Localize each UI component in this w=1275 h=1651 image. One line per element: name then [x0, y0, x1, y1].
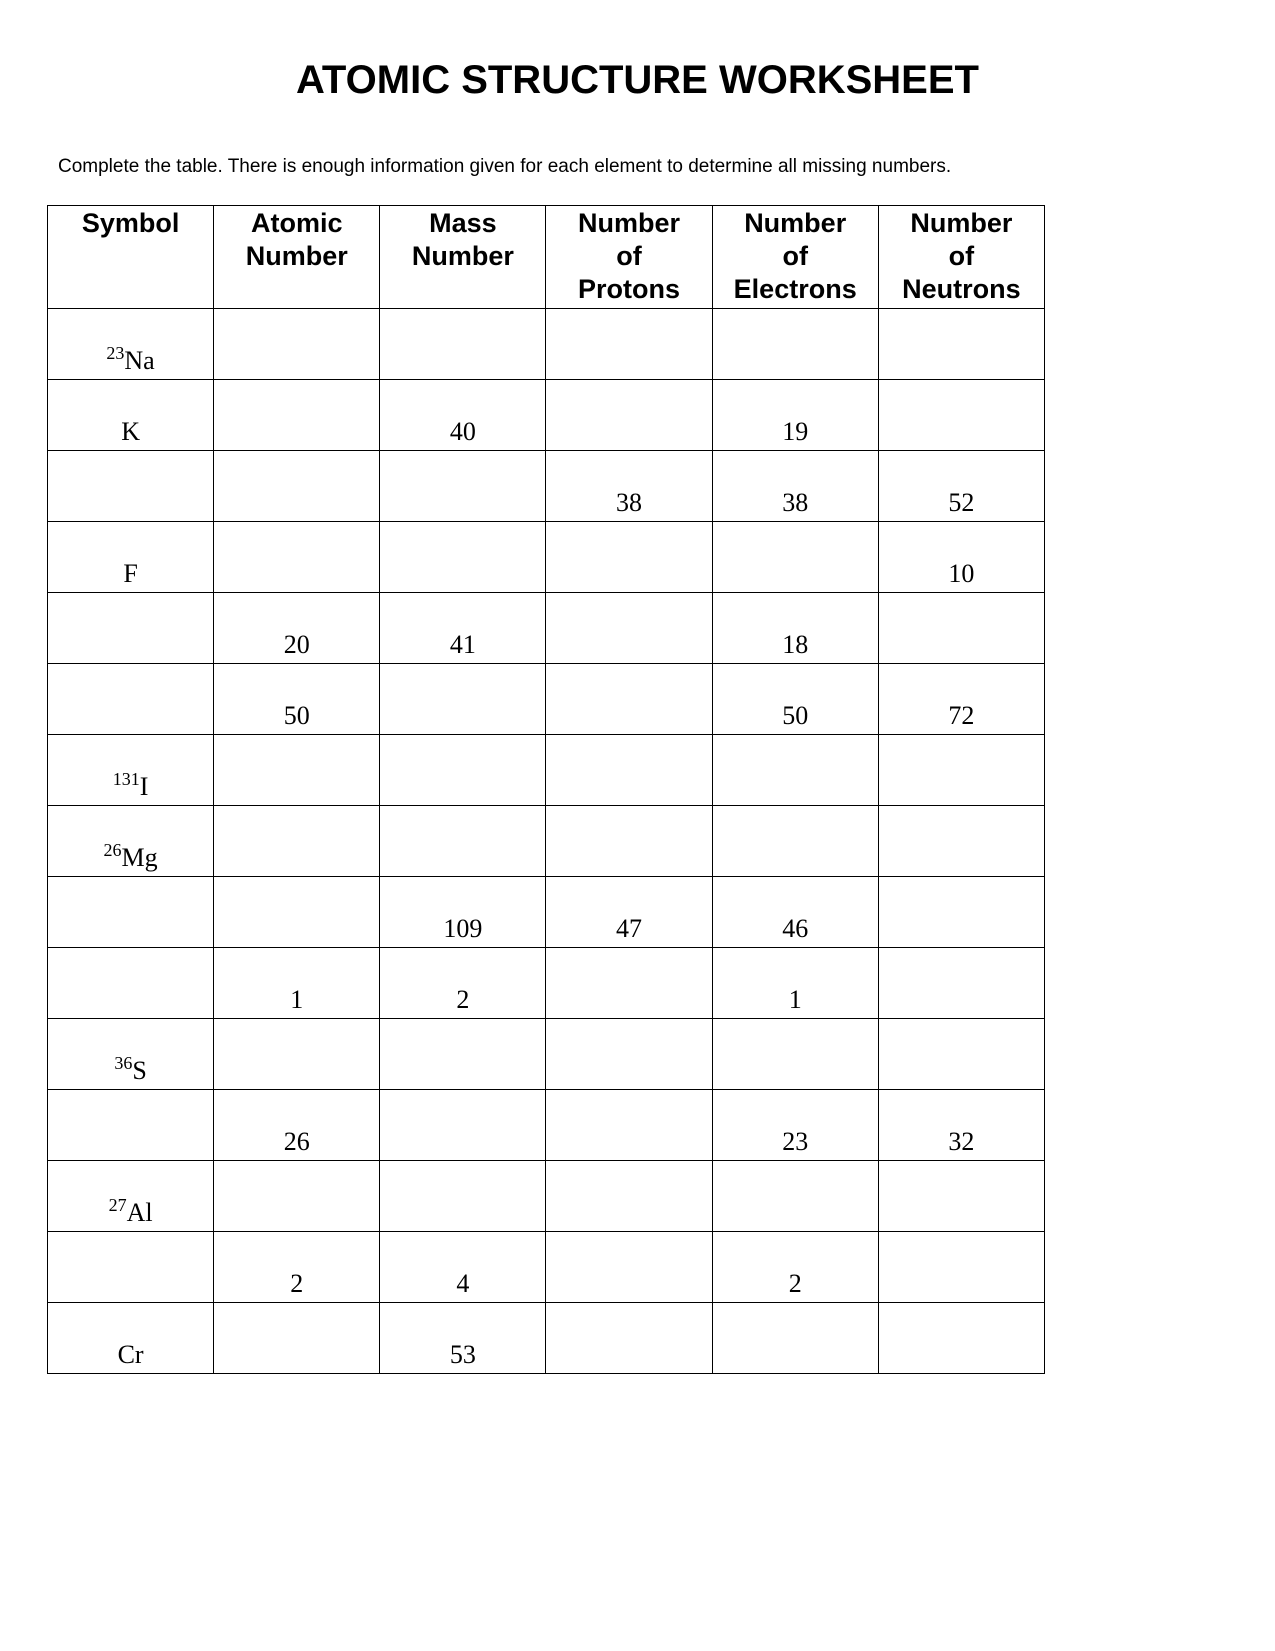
neutrons-cell[interactable]: [878, 593, 1044, 664]
symbol-mass-superscript: 131: [112, 769, 140, 789]
table-row: [48, 1019, 1045, 1090]
electrons-cell[interactable]: 1: [712, 948, 878, 1019]
protons-cell[interactable]: [546, 1019, 712, 1090]
column-header-neutrons: Number of Neutrons: [878, 206, 1044, 309]
symbol-cell[interactable]: [48, 877, 214, 948]
column-header-protons: Number of Protons: [546, 206, 712, 309]
electrons-cell[interactable]: 50: [712, 664, 878, 735]
element-symbol: Mg: [121, 843, 158, 872]
protons-cell[interactable]: [546, 1090, 712, 1161]
column-header-atomic-number: Atomic Number: [214, 206, 380, 309]
table-row: [48, 309, 1045, 380]
atomic-number-cell[interactable]: [214, 877, 380, 948]
neutrons-cell[interactable]: [878, 1232, 1044, 1303]
column-header-electrons: Number of Electrons: [712, 206, 878, 309]
neutrons-cell[interactable]: [878, 877, 1044, 948]
electrons-cell[interactable]: 46: [712, 877, 878, 948]
table-row: [48, 1232, 1045, 1303]
protons-cell[interactable]: [546, 1232, 712, 1303]
atomic-number-cell[interactable]: [214, 1019, 380, 1090]
symbol-mass-superscript: 26: [103, 840, 122, 860]
element-symbol: F: [123, 559, 138, 588]
element-symbol: S: [132, 1056, 147, 1085]
protons-cell[interactable]: [546, 735, 712, 806]
table-row: [48, 806, 1045, 877]
mass-number-cell[interactable]: 40: [380, 380, 546, 451]
neutrons-cell[interactable]: 10: [878, 522, 1044, 593]
table-row: [48, 1090, 1045, 1161]
neutrons-cell[interactable]: [878, 806, 1044, 877]
symbol-cell[interactable]: [48, 380, 214, 451]
symbol-cell[interactable]: [48, 806, 214, 877]
electrons-cell[interactable]: [712, 1161, 878, 1232]
protons-cell[interactable]: [546, 664, 712, 735]
table-row: [48, 877, 1045, 948]
electrons-cell[interactable]: [712, 1303, 878, 1374]
protons-cell[interactable]: [546, 309, 712, 380]
element-symbol: Cr: [117, 1340, 144, 1369]
electrons-cell[interactable]: 19: [712, 380, 878, 451]
table-row: [48, 948, 1045, 1019]
symbol-cell[interactable]: [48, 948, 214, 1019]
neutrons-cell[interactable]: [878, 1303, 1044, 1374]
atomic-number-cell[interactable]: [214, 1303, 380, 1374]
protons-cell[interactable]: [546, 806, 712, 877]
atomic-number-cell[interactable]: 1: [214, 948, 380, 1019]
atomic-number-cell[interactable]: 2: [214, 1232, 380, 1303]
protons-cell[interactable]: [546, 380, 712, 451]
table-row: [48, 1161, 1045, 1232]
symbol-cell[interactable]: [48, 309, 214, 380]
mass-number-cell[interactable]: [380, 664, 546, 735]
electrons-cell[interactable]: [712, 735, 878, 806]
atomic-number-cell[interactable]: [214, 1161, 380, 1232]
element-symbol: I: [139, 772, 149, 801]
mass-number-cell[interactable]: 53: [380, 1303, 546, 1374]
electrons-cell[interactable]: [712, 1019, 878, 1090]
mass-number-cell[interactable]: [380, 735, 546, 806]
column-header-symbol: Symbol: [48, 206, 214, 309]
symbol-cell[interactable]: [48, 735, 214, 806]
electrons-cell[interactable]: 38: [712, 451, 878, 522]
electrons-cell[interactable]: 2: [712, 1232, 878, 1303]
atomic-number-cell[interactable]: 20: [214, 593, 380, 664]
symbol-cell[interactable]: [48, 664, 214, 735]
mass-number-cell[interactable]: 4: [380, 1232, 546, 1303]
neutrons-cell[interactable]: [878, 380, 1044, 451]
table-row: [48, 522, 1045, 593]
atomic-number-cell[interactable]: [214, 806, 380, 877]
mass-number-cell[interactable]: [380, 1090, 546, 1161]
atomic-number-cell[interactable]: [214, 380, 380, 451]
table-row: [48, 664, 1045, 735]
mass-number-cell[interactable]: 41: [380, 593, 546, 664]
atomic-number-cell[interactable]: [214, 309, 380, 380]
neutrons-cell[interactable]: 72: [878, 664, 1044, 735]
table-row: [48, 1303, 1045, 1374]
table-row: [48, 735, 1045, 806]
symbol-cell[interactable]: [48, 1232, 214, 1303]
neutrons-cell[interactable]: [878, 735, 1044, 806]
column-header-mass-number: Mass Number: [380, 206, 546, 309]
symbol-cell[interactable]: [48, 593, 214, 664]
protons-cell[interactable]: [546, 593, 712, 664]
protons-cell[interactable]: [546, 948, 712, 1019]
symbol-mass-superscript: 36: [114, 1053, 133, 1073]
atomic-number-cell[interactable]: [214, 522, 380, 593]
table-body: [48, 309, 1045, 1374]
mass-number-cell[interactable]: [380, 1019, 546, 1090]
table-header-row: [48, 206, 1045, 309]
electrons-cell[interactable]: 18: [712, 593, 878, 664]
neutrons-cell[interactable]: [878, 948, 1044, 1019]
neutrons-cell[interactable]: 52: [878, 451, 1044, 522]
mass-number-cell[interactable]: [380, 806, 546, 877]
symbol-cell[interactable]: [48, 451, 214, 522]
protons-cell[interactable]: [546, 1303, 712, 1374]
element-symbol: Al: [126, 1198, 153, 1227]
worksheet-title: ATOMIC STRUCTURE WORKSHEET: [296, 58, 979, 102]
symbol-cell[interactable]: [48, 1090, 214, 1161]
neutrons-cell[interactable]: [878, 1019, 1044, 1090]
atomic-number-cell[interactable]: [214, 451, 380, 522]
symbol-mass-superscript: 27: [108, 1195, 127, 1215]
element-symbol: K: [121, 417, 140, 446]
mass-number-cell[interactable]: [380, 309, 546, 380]
protons-cell[interactable]: [546, 1161, 712, 1232]
element-symbol: Na: [124, 346, 155, 375]
atomic-number-cell[interactable]: 50: [214, 664, 380, 735]
electrons-cell[interactable]: 23: [712, 1090, 878, 1161]
electrons-cell[interactable]: [712, 806, 878, 877]
atomic-structure-table: [47, 205, 1045, 1374]
neutrons-cell[interactable]: [878, 1161, 1044, 1232]
symbol-mass-superscript: 23: [106, 343, 125, 363]
atomic-number-cell[interactable]: 26: [214, 1090, 380, 1161]
instructions-text: Complete the table. There is enough information given for each element to determine all missing numbers.: [58, 156, 952, 177]
table-row: [48, 593, 1045, 664]
table-row: [48, 451, 1045, 522]
table-row: [48, 380, 1045, 451]
neutrons-cell[interactable]: 32: [878, 1090, 1044, 1161]
protons-cell[interactable]: 38: [546, 451, 712, 522]
protons-cell[interactable]: 47: [546, 877, 712, 948]
mass-number-cell[interactable]: 109: [380, 877, 546, 948]
protons-cell[interactable]: [546, 522, 712, 593]
electrons-cell[interactable]: [712, 309, 878, 380]
symbol-cell[interactable]: [48, 522, 214, 593]
mass-number-cell[interactable]: [380, 522, 546, 593]
neutrons-cell[interactable]: [878, 309, 1044, 380]
mass-number-cell[interactable]: [380, 451, 546, 522]
atomic-number-cell[interactable]: [214, 735, 380, 806]
symbol-cell[interactable]: [48, 1161, 214, 1232]
symbol-cell[interactable]: [48, 1303, 214, 1374]
symbol-cell[interactable]: [48, 1019, 214, 1090]
mass-number-cell[interactable]: 2: [380, 948, 546, 1019]
mass-number-cell[interactable]: [380, 1161, 546, 1232]
electrons-cell[interactable]: [712, 522, 878, 593]
